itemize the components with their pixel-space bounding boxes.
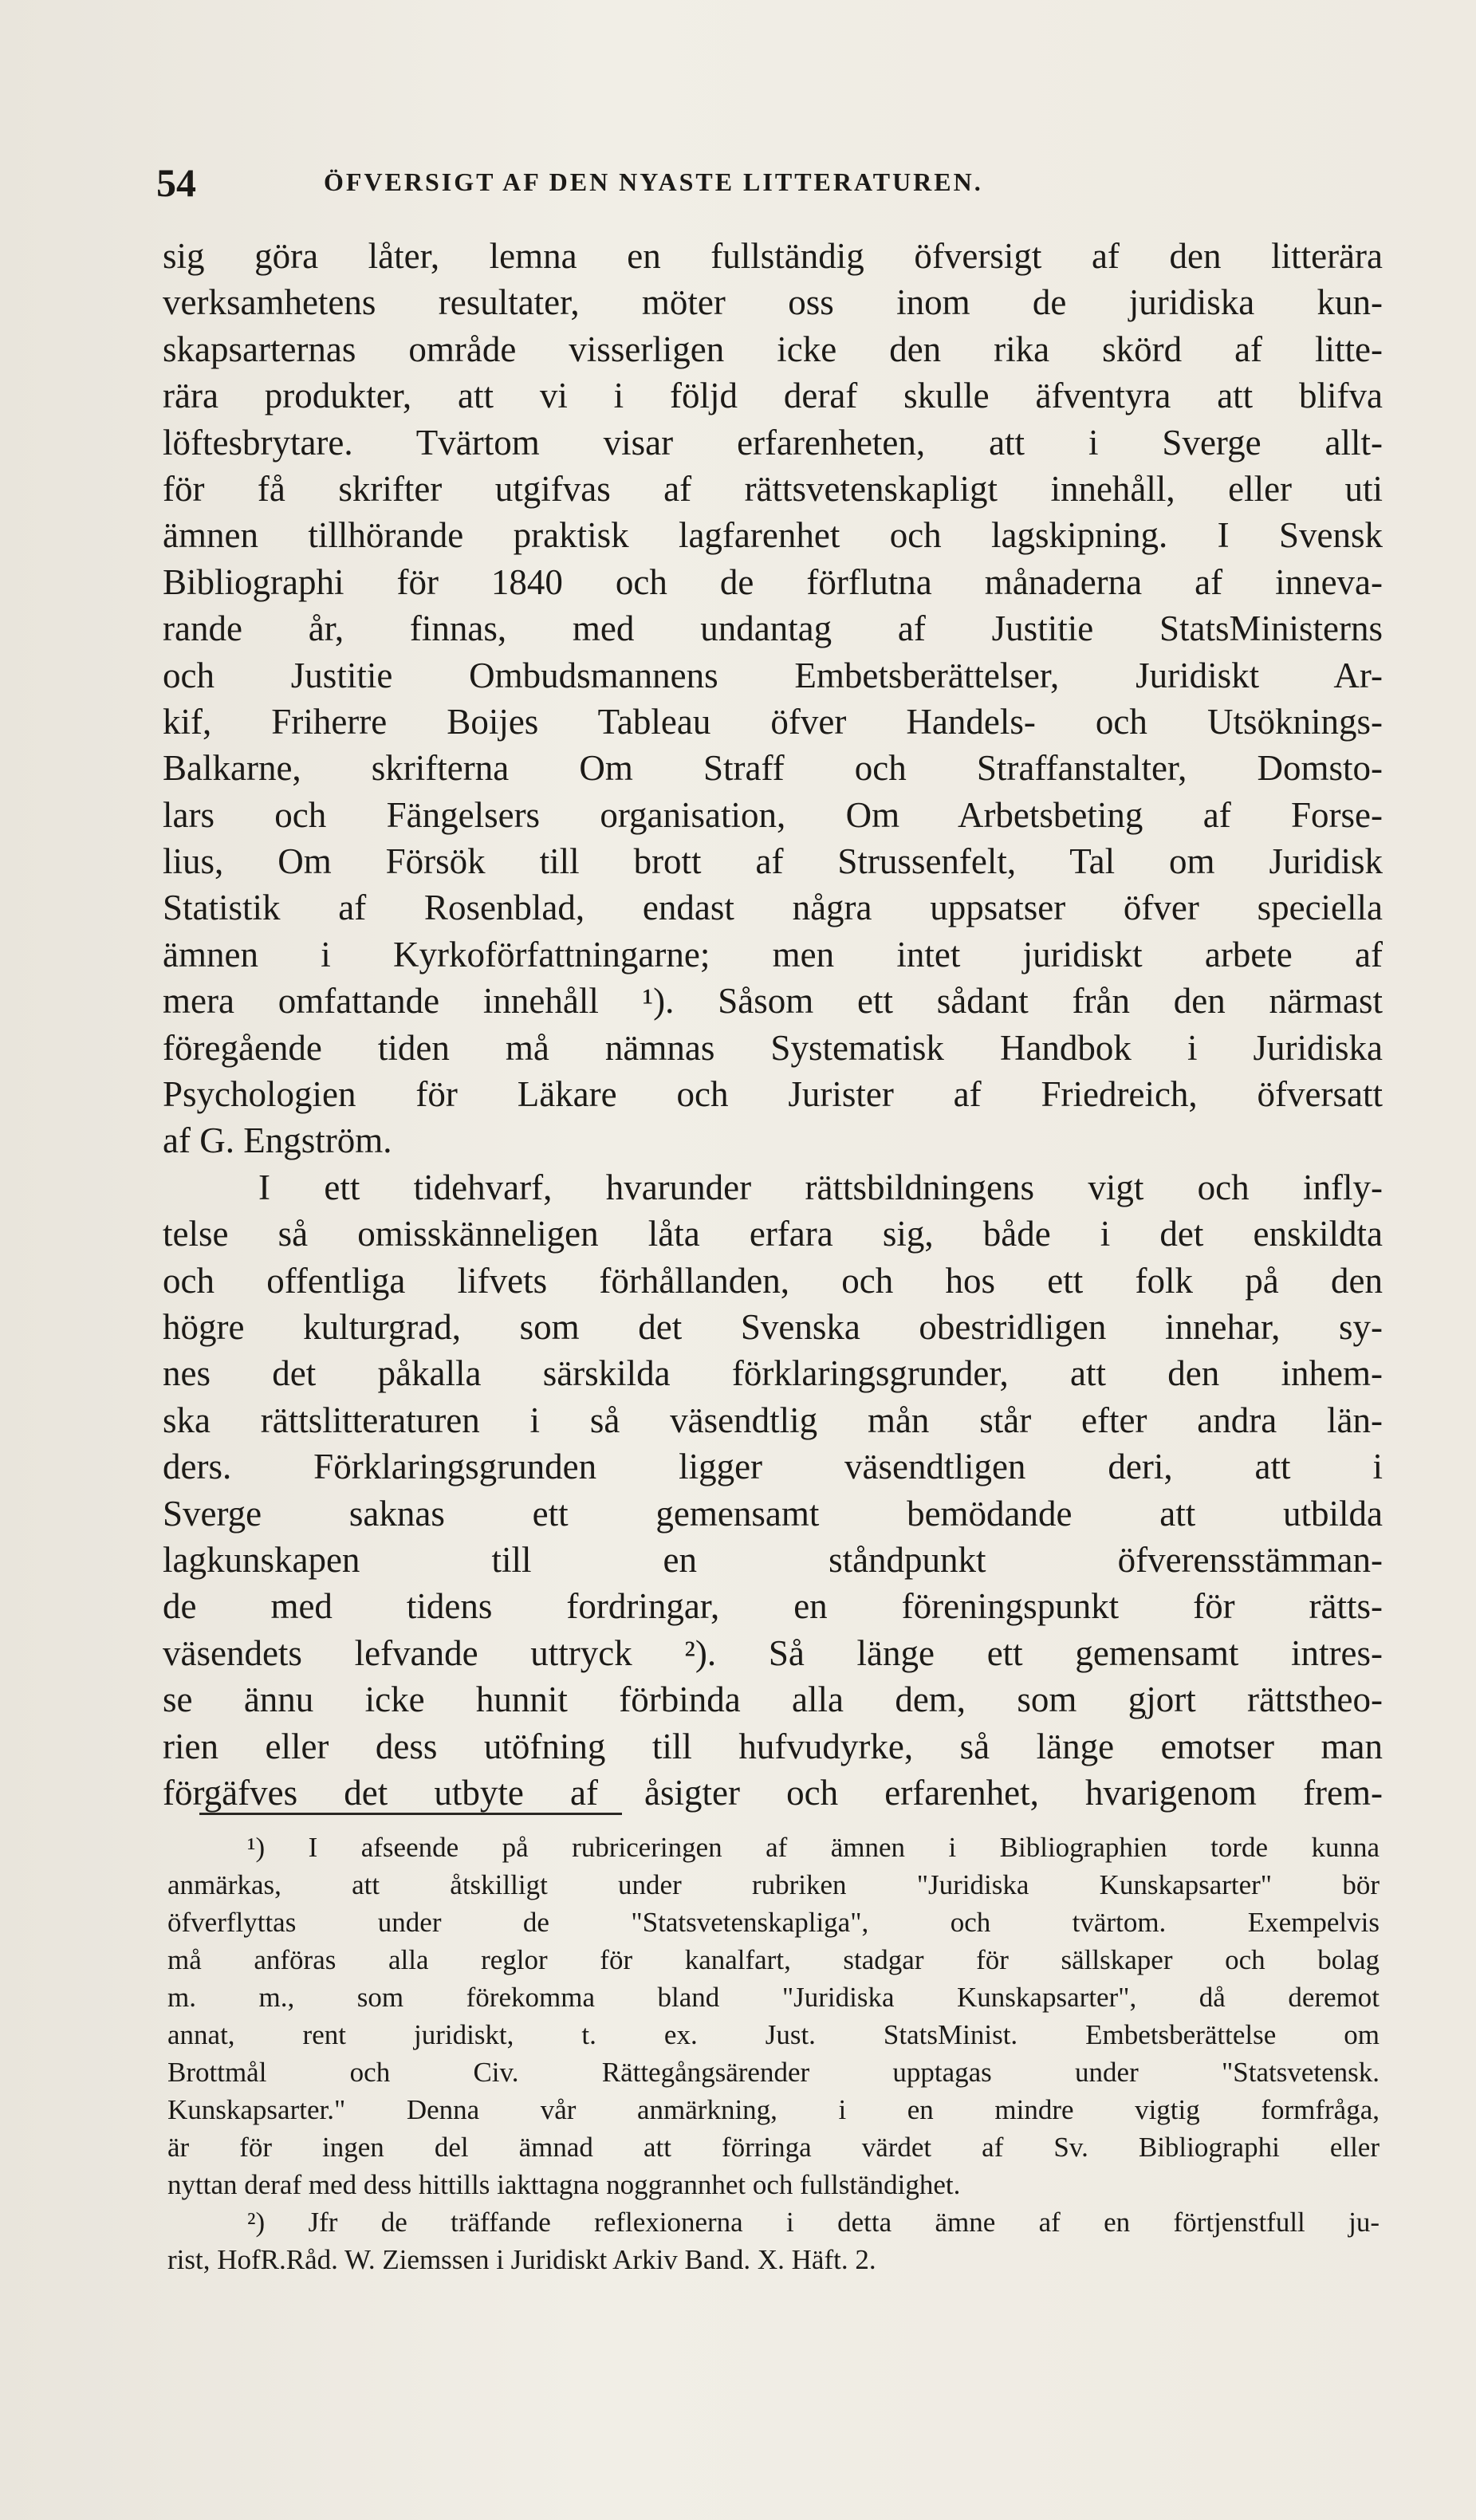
page-number: 54 xyxy=(156,160,196,205)
page-header xyxy=(156,159,1368,207)
text-line: Balkarne, skrifterna Om Straff och Straffanstalter, Domsto- xyxy=(163,748,1383,789)
text-line: Psychologien för Läkare och Jurister af Friedreich, öfversatt xyxy=(163,1074,1383,1115)
text-line: ämnen i Kyrkoförfattningarne; men intet juridiskt arbete af xyxy=(163,934,1383,975)
footnote-line: nyttan deraf med dess hittills iakttagna noggrannhet och fullständighet. xyxy=(167,2169,961,2200)
text-line: lagkunskapen till en ståndpunkt öfverensstämman- xyxy=(163,1539,1383,1580)
footnote-divider xyxy=(199,1813,622,1815)
text-line: I ett tidehvarf, hvarunder rättsbildningens vigt och infly- xyxy=(258,1167,1383,1207)
footnote-line: är för ingen del ämnad att förringa värdet af Sv. Bibliographi eller xyxy=(167,2132,1380,2163)
text-line: Statistik af Rosenblad, endast några uppsatser öfver speciella xyxy=(163,888,1383,928)
text-line: ämnen tillhörande praktisk lagfarenhet och lagskipning. I Svensk xyxy=(163,515,1383,556)
text-line: ska rättslitteraturen i så väsendtlig mån står efter andra län- xyxy=(163,1400,1383,1440)
text-line: och Justitie Ombudsmannens Embetsberättelser, Juridiskt Ar- xyxy=(163,655,1383,695)
text-line: de med tidens fordringar, en föreningspunkt för rätts- xyxy=(163,1586,1383,1627)
text-line: ders. Förklaringsgrunden ligger väsendtligen deri, att i xyxy=(163,1447,1383,1487)
text-line: lius, Om Försök till brott af Strussenfelt, Tal om Juridisk xyxy=(163,841,1383,882)
footnote-line: öfverflyttas under de "Statsvetenskapliga", och tvärtom. Exempelvis xyxy=(167,1907,1380,1938)
text-line: för få skrifter utgifvas af rättsvetenskapligt innehåll, eller uti xyxy=(163,468,1383,509)
text-line: föregående tiden må nämnas Systematisk Handbok i Juridiska xyxy=(163,1027,1383,1068)
text-line: skapsarternas område visserligen icke den rika skörd af litte- xyxy=(163,329,1383,369)
body-text xyxy=(163,233,1383,1816)
text-line: mera omfattande innehåll ¹). Såsom ett sådant från den närmast xyxy=(163,981,1383,1022)
footnote-line: anmärkas, att åtskilligt under rubriken "Juridiska Kunskapsarter" bör xyxy=(167,1869,1380,1900)
footnote-line: Kunskapsarter." Denna vår anmärkning, i en mindre vigtig formfråga, xyxy=(167,2094,1380,2125)
text-line: Sverge saknas ett gemensamt bemödande att utbilda xyxy=(163,1493,1383,1534)
text-line: kif, Friherre Boijes Tableau öfver Handels- och Utsöknings- xyxy=(163,701,1383,742)
text-line: lars och Fängelsers organisation, Om Arbetsbeting af Forse- xyxy=(163,794,1383,835)
text-line: nes det påkalla särskilda förklaringsgrunder, att den inhem- xyxy=(163,1353,1383,1394)
text-line: telse så omisskänneligen låta erfara sig, både i det enskildta xyxy=(163,1214,1383,1254)
text-line: af G. Engström. xyxy=(163,1120,392,1161)
footnote-line: må anföras alla reglor för kanalfart, stadgar för sällskaper och bolag xyxy=(167,1944,1380,1975)
running-title: ÖFVERSIGT AF DEN NYASTE LITTERATUREN. xyxy=(324,167,983,196)
text-line: se ännu icke hunnit förbinda alla dem, som gjort rättstheo- xyxy=(163,1679,1383,1720)
text-line: sig göra låter, lemna en fullständig öfversigt af den litterära xyxy=(163,236,1383,276)
text-line: Bibliographi för 1840 och de förflutna månaderna af inneva- xyxy=(163,561,1383,602)
text-line: verksamhetens resultater, möter oss inom de juridiska kun- xyxy=(163,282,1383,323)
footnote-line: ²) Jfr de träffande reflexionerna i detta ämne af en förtjenstfull ju- xyxy=(247,2207,1380,2238)
footnote-line: m. m., som förekomma bland "Juridiska Kunskapsarter", då deremot xyxy=(167,1982,1380,2013)
footnote-line: Brottmål och Civ. Rättegångsärender upptagas under "Statsvetensk. xyxy=(167,2057,1380,2088)
text-line: och offentliga lifvets förhållanden, och hos ett folk på den xyxy=(163,1260,1383,1301)
footnote-line: ¹) I afseende på rubriceringen af ämnen i Bibliographien torde kunna xyxy=(247,1832,1380,1863)
footnotes xyxy=(167,1829,1380,2278)
text-line: väsendets lefvande uttryck ²). Så länge ett gemensamt intres- xyxy=(163,1632,1383,1673)
text-line: rien eller dess utöfning till hufvudyrke, så länge emotser man xyxy=(163,1726,1383,1766)
text-line: rära produkter, att vi i följd deraf skulle äfventyra att blifva xyxy=(163,376,1383,416)
text-line: förgäfves det utbyte af åsigter och erfarenhet, hvarigenom frem- xyxy=(163,1772,1383,1813)
footnote-line: annat, rent juridiskt, t. ex. Just. StatsMinist. Embetsberättelse om xyxy=(167,2019,1380,2050)
text-line: högre kulturgrad, som det Svenska obestridligen innehar, sy- xyxy=(163,1306,1383,1347)
text-line: löftesbrytare. Tvärtom visar erfarenheten, att i Sverge allt- xyxy=(163,422,1383,463)
text-line: rande år, finnas, med undantag af Justitie StatsMinisterns xyxy=(163,608,1383,649)
footnote-line: rist, HofR.Råd. W. Ziemssen i Juridiskt Arkiv Band. X. Häft. 2. xyxy=(167,2244,876,2275)
